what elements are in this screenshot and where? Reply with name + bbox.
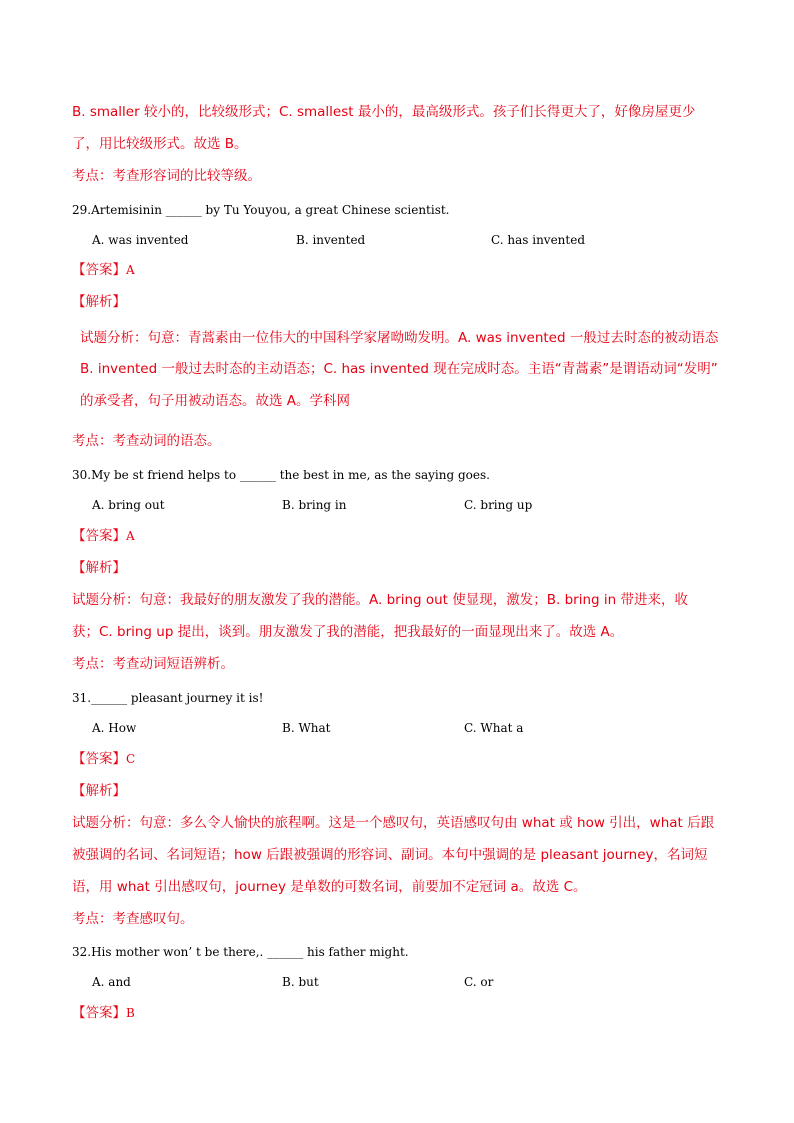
analysis-line: 试题分析：句意：青蒿素由一位伟大的中国科学家屠呦呦发明。A. was invented 一般过去时态的被动语态 <box>80 330 719 346</box>
option-a: A. bring out <box>92 498 165 512</box>
option-c: C. bring up <box>464 498 533 512</box>
answer-label: 【答案】 <box>72 528 126 544</box>
option-c: C. What a <box>464 721 524 735</box>
analysis-label: 【解析】 <box>72 294 126 310</box>
answer-label: 【答案】 <box>72 751 126 767</box>
analysis-line: B. smaller 较小的，比较级形式；C. smallest 最小的，最高级形式。孩子们长得更大了，好像房屋更少 <box>72 104 696 120</box>
analysis-line: 被强调的名词、名词短语；how 后跟被强调的形容词、副词。本句中强调的是 pleasant journey，名词短 <box>72 847 708 863</box>
question-30: 30.My be st friend helps to ______ the best in me, as the saying goes. <box>72 468 490 482</box>
answer-row <box>72 750 135 768</box>
analysis-line: 获；C. bring up 提出，谈到。朋友激发了我的潜能，把我最好的一面显现出来了。故选 A。 <box>72 624 624 640</box>
analysis-line: 语，用 what 引出感叹句，journey 是单数的可数名词，前要加不定冠词 a。故选 C。 <box>72 879 587 895</box>
answer-value: A <box>126 263 135 277</box>
question-32: 32.His mother won’ t be there,. ______ his father might. <box>72 945 409 959</box>
option-b: B. What <box>282 721 331 735</box>
answer-row <box>72 527 135 545</box>
option-c: C. or <box>464 975 494 989</box>
question-31: 31.______ pleasant journey it is! <box>72 691 264 705</box>
answer-label: 【答案】 <box>72 1005 126 1021</box>
analysis-label: 【解析】 <box>72 783 126 799</box>
analysis-line: 试题分析：句意：多么令人愉快的旅程啊。这是一个感叹句，英语感叹句由 what 或 how 引出，what 后跟 <box>72 815 715 831</box>
option-a: A. and <box>92 975 131 989</box>
analysis-line: B. invented 一般过去时态的主动语态；C. has invented 现在完成时态。主语“青蒿素”是谓语动词“发明” <box>80 361 718 377</box>
answer-value: A <box>126 529 135 543</box>
kaodian-line: 考点：考查感叹句。 <box>72 911 194 927</box>
option-a: A. How <box>92 721 137 735</box>
answer-label: 【答案】 <box>72 262 126 278</box>
option-b: B. bring in <box>282 498 347 512</box>
answer-value: C <box>126 752 136 766</box>
analysis-label: 【解析】 <box>72 560 126 576</box>
answer-row <box>72 1004 135 1022</box>
option-c: C. has invented <box>491 233 586 247</box>
kaodian-line: 考点：考查形容词的比较等级。 <box>72 168 261 184</box>
analysis-line: 试题分析：句意：我最好的朋友激发了我的潜能。A. bring out 使显现，激发；B. bring in 带进来，收 <box>72 592 688 608</box>
kaodian-line: 考点：考查动词的语态。 <box>72 433 221 449</box>
analysis-line: 的承受者，句子用被动语态。故选 A。学科网 <box>80 393 351 409</box>
question-29: 29.Artemisinin ______ by Tu Youyou, a great Chinese scientist. <box>72 203 450 217</box>
answer-row <box>72 261 135 279</box>
answer-value: B <box>126 1006 135 1020</box>
kaodian-line: 考点：考查动词短语辨析。 <box>72 656 234 672</box>
option-b: B. invented <box>296 233 366 247</box>
option-a: A. was invented <box>92 233 189 247</box>
analysis-line: 了，用比较级形式。故选 B。 <box>72 136 248 152</box>
option-b: B. but <box>282 975 319 989</box>
